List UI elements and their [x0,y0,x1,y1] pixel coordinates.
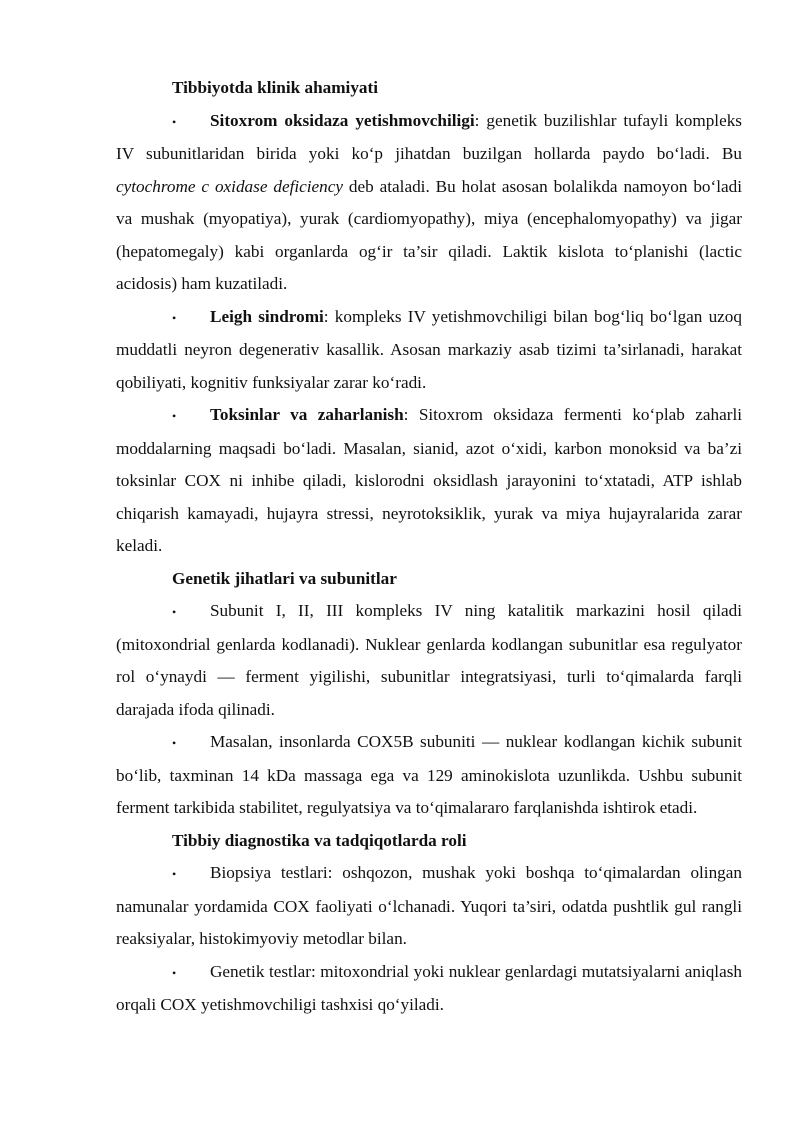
list-item-leigh [116,301,742,400]
bullet-icon: • [172,310,177,325]
bullet-icon: • [172,867,177,881]
term-cox-deficiency: Sitoxrom oksidaza yetishmovchiligi [210,110,475,130]
item-text: : kompleks IV yetishmovchiligi bilan bog‘liq bo‘lgan uzoq muddatli neyron degenerativ kasallik. Asosan markaziy asab tizimi ta’sirlanadi, harakat qobiliyati, kognitiv funksiyalar zarar ko‘radi. [116,306,742,392]
bullet-icon: • [172,605,177,619]
list-item-subunits [116,595,742,726]
list-item-toxins [116,399,742,563]
item-text: : Sitoxrom oksidaza fermenti ko‘plab zaharli moddalarning maqsadi bo‘ladi. Masalan, sianid, azot o‘xidi, karbon monoksid va ba’zi toksinlar COX ni inhibe qiladi, kislorodni oksidlash jarayonini to‘xtatadi, ATP ishlab chiqarish kamayadi, hujayra stressi, neyrotoksiklik, yurak va miya hujayralarida zarar keladi. [116,405,742,555]
item-text: Genetik testlar: mitoxondrial yoki nuklear genlardagi mutatsiyalarni aniqlash orqali COX yetishmovchiligi tashxisi qo‘yiladi. [116,961,742,1014]
section-heading-genetics: Genetik jihatlari va subunitlar [172,568,397,588]
item-text: Masalan, insonlarda COX5B subuniti — nuklear kodlangan kichik subunit bo‘lib, taxminan 14 kDa massaga ega va 129 aminokislota uzunlikda. Ushbu subunit ferment tarkibida stabilitet, regulyatsiya va to‘qimalararo farqlanishda ishtirok etadi. [116,732,742,817]
term-leigh: Leigh sindromi [210,306,324,326]
italic-term: cytochrome c oxidase deficiency [116,176,344,196]
bullet-icon: • [172,114,177,129]
list-item-cox-deficiency [116,105,742,301]
bullet-icon: • [172,965,177,980]
section-heading-diagnostics: Tibbiy diagnostika va tadqiqotlarda roli [172,830,467,850]
list-item-genetic-tests [116,956,742,1022]
list-item-biopsy [116,857,742,956]
bullet-icon: • [172,409,177,423]
item-text: : genetik buzilishlar tufayli kompleks IV subunitlaridan birida yoki ko‘p jihatdan buzilgan hollarda paydo bo‘ladi. Bu [116,110,742,163]
item-text: Subunit I, II, III kompleks IV ning katalitik markazini hosil qiladi (mitoxondrial genlarda kodlanadi). Nuklear genlarda kodlangan subunitlar esa regulyator rol o‘ynaydi — ferment yigilishi, subunitlar integratsiyasi, turli to‘qimalarda farqli darajada ifoda qilinadi. [116,601,742,719]
bullet-icon: • [172,736,177,750]
item-text-continued: deb ataladi. Bu holat asosan bolalikda namoyon bo‘ladi va mushak (myopatiya), yurak (cardiomyopathy), miya (encephalomyopathy) va jigar (hepatomegaly) kabi organlarda og‘ir ta’sir qiladi. Laktik kislota to‘planishi (lactic acidosis) ham kuzatiladi. [116,176,742,293]
item-text: Biopsiya testlari: oshqozon, mushak yoki boshqa to‘qimalardan olingan namunalar yordamida COX faoliyati o‘lchanadi. Yuqori ta’siri, odatda pushtlik gul rangli reaksiyalar, histokimyoviy metodlar bilan. [116,863,742,948]
document-page [116,72,742,1022]
section-heading-clinical: Tibbiyotda klinik ahamiyati [172,78,379,97]
term-toxins: Toksinlar va zaharlanish [210,405,404,424]
list-item-cox5b [116,726,742,825]
